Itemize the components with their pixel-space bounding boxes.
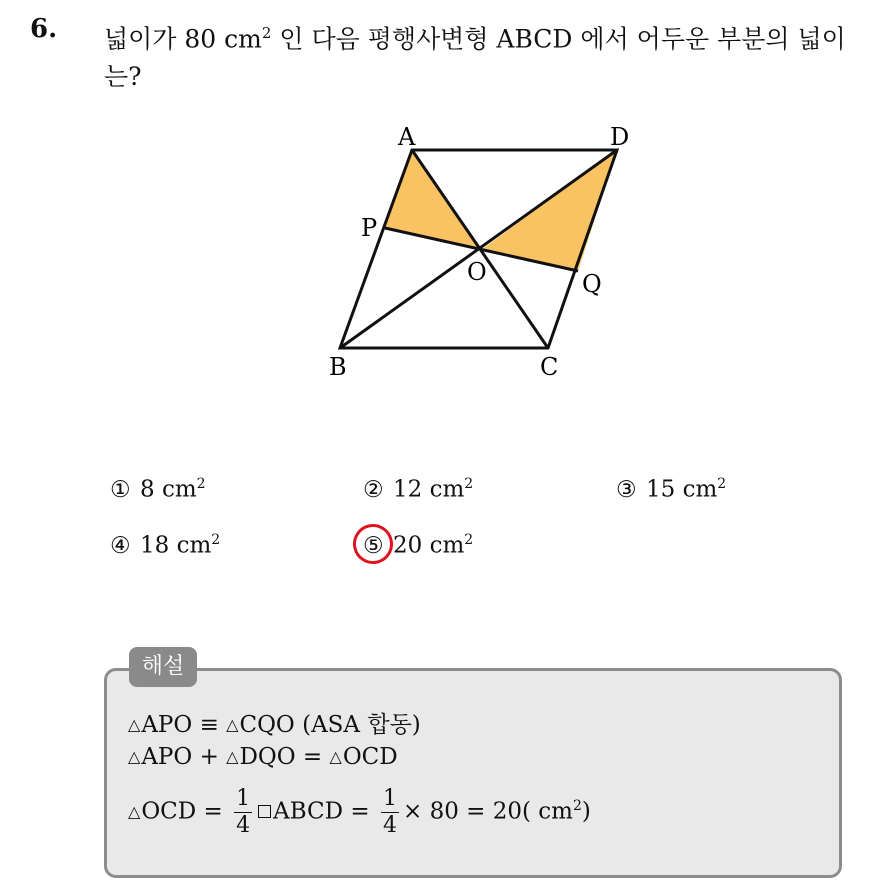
choice-5-mark: ⑤ [363,532,384,559]
choice-2-value: 12 cm [393,476,465,503]
point-label-o: O [467,258,487,286]
solution-line-1 [128,706,421,739]
triangle-symbol: △ [226,747,239,766]
shaded-triangle-apo [385,150,481,250]
triangle-symbol: △ [329,747,342,766]
choice-3-exponent: 2 [717,476,727,492]
fraction-one-quarter [234,786,252,839]
vertex-label-c: C [540,353,559,381]
solution-line3-d: ) [581,798,591,825]
choice-2-mark: ② [363,476,384,503]
triangle-symbol: △ [128,747,141,766]
question-text [104,14,864,96]
choice-3-mark: ③ [616,476,637,503]
triangle-symbol: △ [128,715,141,734]
choice-5-value: 20 cm [393,532,465,559]
triangle-symbol: △ [128,801,141,821]
vertex-label-b: B [329,353,347,381]
question-number: 6. [30,14,58,44]
vertex-label-d: D [610,123,630,151]
parallelogram-figure [320,118,640,388]
point-label-p: P [361,214,378,242]
triangle-symbol: △ [226,715,239,734]
choice-1-exponent: 2 [196,476,206,492]
question-text-part2: 인 다음 평행사변형 ABCD 에서 어두운 부분의 넓이 [271,24,846,54]
choice-5-exponent: 2 [464,532,474,548]
solution-label: 해설 [129,647,197,687]
choice-4[interactable] [110,532,220,559]
fraction-one-quarter [381,786,399,839]
vertex-label-a: A [398,123,416,151]
point-label-q: Q [582,270,602,298]
solution-line2-a: APO + [141,744,227,770]
fraction-numerator: 1 [236,786,251,811]
question-text-part1: 넓이가 80 cm [104,24,262,54]
answer-circle-mark [349,520,396,567]
choice-4-value: 18 cm [140,532,212,559]
choice-2[interactable] [363,476,473,503]
parallelogram-symbol [258,805,271,818]
fraction-numerator: 1 [382,786,397,811]
fraction-denominator: 4 [382,813,397,838]
solution-line-3 [128,786,591,839]
solution-line1-a: APO ≡ [141,712,227,738]
choice-1[interactable] [110,476,206,503]
choice-1-value: 8 cm [140,476,197,503]
fraction-denominator: 4 [236,813,251,838]
choice-1-mark: ① [110,476,131,503]
solution-box [104,668,842,878]
solution-line3-b: ABCD = [273,798,377,825]
solution-line2-b: DQO = [239,744,330,770]
solution-line2-c: OCD [342,744,398,770]
solution-line1-b: CQO (ASA 합동) [239,712,421,738]
choice-3[interactable] [616,476,726,503]
solution-line3-c: × 80 = 20( cm [402,798,573,825]
choice-4-exponent: 2 [211,532,221,548]
choice-4-mark: ④ [110,532,131,559]
choice-3-value: 15 cm [646,476,718,503]
solution-unit-exponent: 2 [572,797,582,814]
choice-2-exponent: 2 [464,476,474,492]
solution-line-2 [128,744,398,770]
question-unit-exponent: 2 [261,24,272,42]
solution-line3-a: OCD = [141,798,231,825]
question-text-line2: 는? [104,62,142,92]
